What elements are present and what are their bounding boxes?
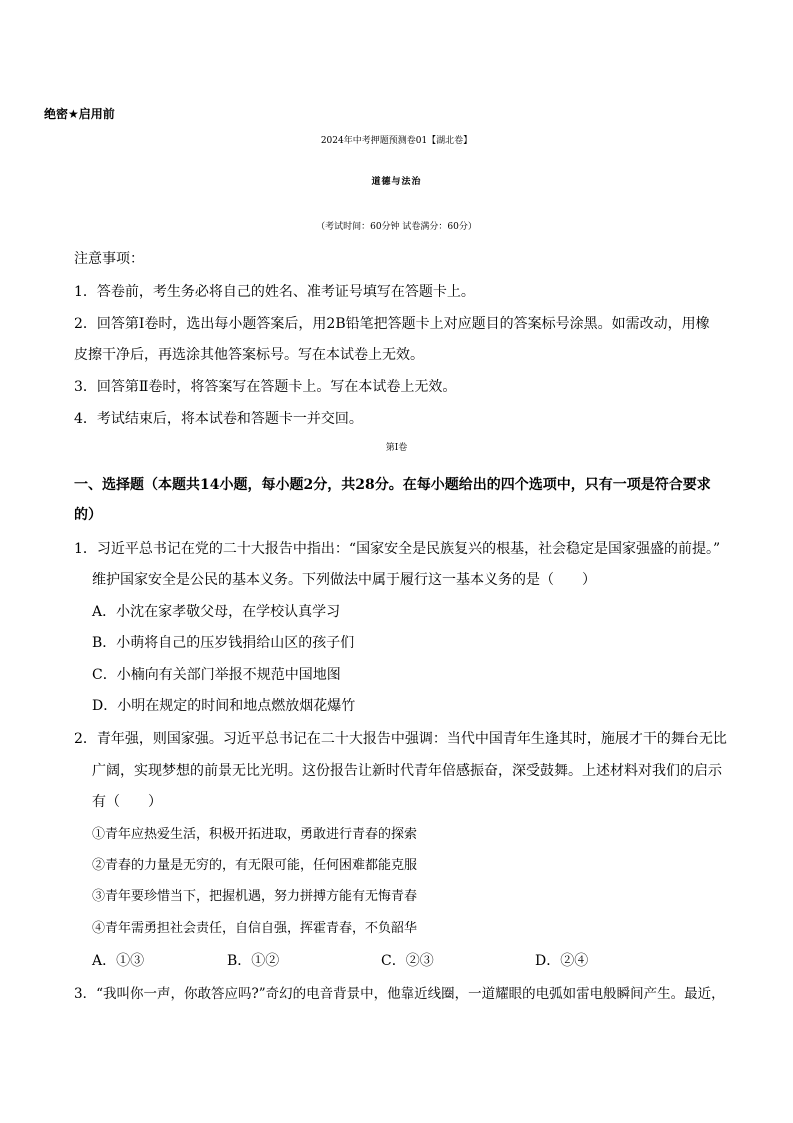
- exam-info: （考试时间：60分钟 试卷满分：60分）: [316, 222, 477, 232]
- q2-stem-line-1: 2．青年强，则国家强。习近平总书记在二十大报告中强调：当代中国青年生逢其时，施展才干的舞台无比: [74, 731, 727, 747]
- note-item-4: 4．考试结束后，将本试卷和答题卡一并交回。: [74, 411, 363, 427]
- q2-option-c: C．②③: [381, 953, 434, 969]
- q2-stem-line-3: 有（ ）: [92, 794, 162, 810]
- section-instruction-line-2: 的）: [74, 507, 102, 523]
- note-item-2-line-2: 皮擦干净后，再选涂其他答案标号。写在本试卷上无效。: [74, 347, 424, 363]
- notes-heading: 注意事项：: [74, 251, 144, 267]
- note-item-1: 1．答卷前，考生务必将自己的姓名、准考证号填写在答题卡上。: [74, 284, 475, 300]
- q2-statement-1: ①青年应热爱生活，积极开拓进取，勇敢进行青春的探索: [92, 827, 418, 842]
- confidential-label: 绝密★启用前: [44, 107, 115, 121]
- q2-option-b: B．①②: [227, 953, 280, 969]
- subject-title: 道德与法治: [371, 177, 422, 187]
- q2-option-d: D．②④: [535, 953, 589, 969]
- q1-option-b: B．小萌将自己的压岁钱捐给山区的孩子们: [92, 635, 355, 651]
- q1-stem-line-1: 1．习近平总书记在党的二十大报告中指出：“国家安全是民族复兴的根基，社会稳定是国家强盛的前提。”: [74, 541, 721, 557]
- note-item-2-line-1: 2．回答第Ⅰ卷时，选出每小题答案后，用2B铅笔把答题卡上对应题目的答案标号涂黑。如需改动，用橡: [74, 316, 710, 332]
- note-item-3: 3．回答第Ⅱ卷时，将答案写在答题卡上。写在本试卷上无效。: [74, 379, 457, 395]
- section-instruction-line-1: 一、选择题（本题共14小题，每小题2分，共28分。在每小题给出的四个选项中，只有一项是符合要求: [74, 477, 711, 493]
- q2-statement-3: ③青年要珍惜当下，把握机遇，努力拼搏方能有无悔青春: [92, 889, 418, 904]
- q1-stem-line-2: 维护国家安全是公民的基本义务。下列做法中属于履行这一基本义务的是（ ）: [92, 572, 596, 588]
- q2-option-a: A．①③: [92, 953, 145, 969]
- q3-stem-line-1: 3．“我叫你一声，你敢答应吗?”奇幻的电音背景中，他靠近线圈，一道耀眼的电弧如雷电般瞬间产生。最近，: [74, 986, 725, 1002]
- section-title: 第Ⅰ卷: [385, 443, 408, 453]
- q1-option-a: A．小沈在家孝敬父母，在学校认真学习: [92, 604, 341, 620]
- q2-statement-4: ④青年需勇担社会责任，自信自强，挥霍青春，不负韶华: [92, 921, 418, 936]
- q2-statement-2: ②青春的力量是无穷的，有无限可能，任何困难都能克服: [92, 858, 418, 873]
- q1-option-c: C．小楠向有关部门举报不规范中国地图: [92, 667, 341, 683]
- q2-stem-line-2: 广阔，实现梦想的前景无比光明。这份报告让新时代青年倍感振奋，深受鼓舞。上述材料对我们的启示: [92, 763, 722, 779]
- q1-option-d: D．小明在规定的时间和地点燃放烟花爆竹: [92, 698, 356, 714]
- exam-title: 2024年中考押题预测卷01【湖北卷】: [320, 136, 473, 146]
